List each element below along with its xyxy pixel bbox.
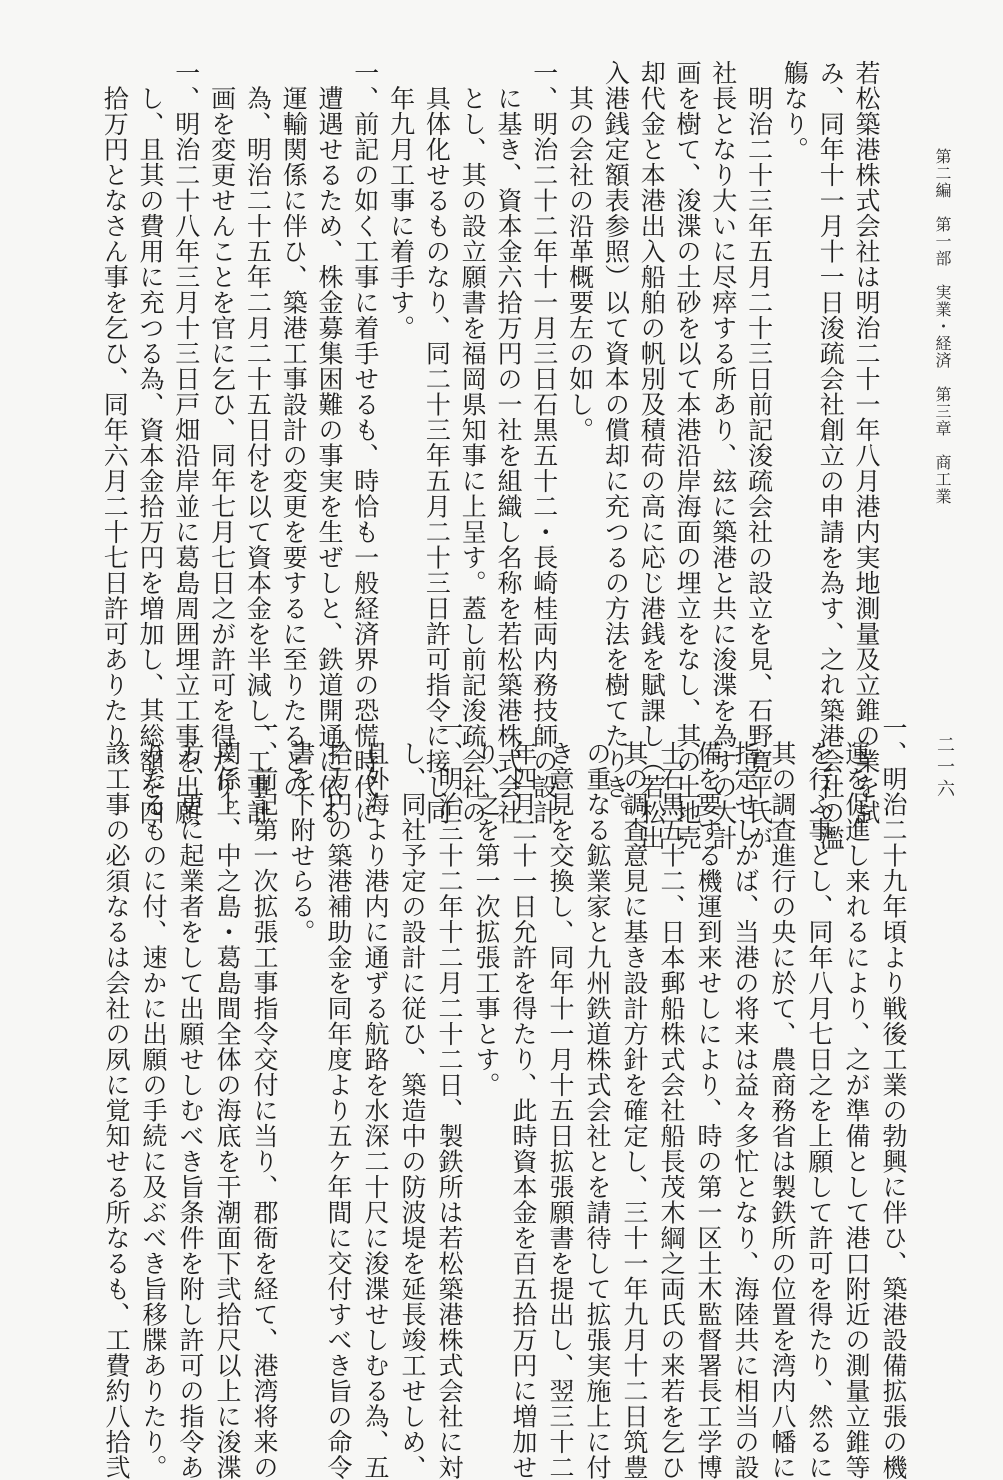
text-column: 且外海より港内に通ずる航路を水深二十尺に浚渫せしむる為、五 — [361, 715, 390, 1480]
text-column: 却代金と本港出入船舶の帆別及積荷の高に応じ港銭を賦課し（若松出 — [637, 60, 667, 851]
text-column: 士石黒五十二、日本郵船株式会社船長茂木綱之両氏の来若を乞ひ — [657, 715, 686, 1480]
text-column: 拾万円の築港補助金を同年度より五ケ年間に交付すべき旨の命令 — [324, 715, 353, 1480]
text-column: 拾万円となさん事を乞ひ、同年六月二十七日許可ありたり。 — [100, 60, 130, 774]
text-column: 画を変更せんことを官に乞ひ、同年七月七日之が許可を得たり。 — [207, 60, 237, 825]
page-number: 二一六 — [934, 735, 955, 801]
text-column: 其の調査進行の央に於て、農商務省は製鉄所の位置を湾内八幡に — [768, 715, 797, 1480]
text-column: とし、其の設立願書を福岡県知事に上呈す。蓋し前記浚疏会社の — [458, 60, 488, 825]
text-column: 年九月工事に着手す。 — [386, 60, 416, 341]
text-column: 書を下附せらる。 — [287, 715, 316, 945]
text-column: りたるものに付、速かに出願の手続に及ぶべき旨移牒ありたり。 — [139, 715, 168, 1480]
text-column: 一、明治二十九年頃より戦後工業の勃興に伴ひ、築港設備拡張の機 — [879, 715, 908, 1480]
text-column: 一、明治二十八年三月十三日戸畑沿岸並に葛島周囲埋立工事を出願 — [171, 60, 201, 825]
text-column: 具体化せるものなり、同二十三年五月二十三日許可指令に接し同 — [422, 60, 452, 825]
text-column: 関係上、中之島・葛島間全体の海底を干潮面下弐拾尺以上に浚渫 — [213, 715, 242, 1480]
text-column: み、同年十一月十一日浚疏会社創立の申請を為す、之れ築港会社の濫 — [816, 60, 846, 851]
text-column: 運を促進し来れるにより、之が準備として港口附近の測量立錐等 — [842, 715, 871, 1480]
text-column: き意見を交換し、同年十一月十五日拡張願書を提出し、翌三十二 — [546, 715, 575, 1480]
text-column: 一、前記の如く工事に着手せるも、時恰も一般経済界の恐慌時代に — [350, 60, 380, 825]
text-column: を行ふ事とし、同年八月七日之を上願して許可を得たり、然るに — [805, 715, 834, 1480]
text-column: 運輸関係に伴ひ、築港工事設計の変更を要するに至りたるとの — [279, 60, 309, 800]
text-column: 遭遇せるため、株金募集困難の事実を生ぜしと、鉄道開通に依る — [315, 60, 344, 825]
text-column: に基き、資本金六拾万円の一社を組織し名称を若松築港株式会社 — [494, 60, 523, 825]
text-column: 画を樹て、浚渫の土砂を以て本港沿岸海面の埋立をなし、其の土地売 — [673, 60, 702, 851]
text-column: 一、明治三十二年十二月二十二日、製鉄所は若松築港株式会社に対 — [435, 715, 464, 1480]
text-column: 備を要する機運到来せしにより、時の第一区土木監督署長工学博 — [694, 715, 723, 1480]
text-column: 其の会社の沿革概要左の如し。 — [565, 60, 595, 443]
text-column: 該工事の必須なるは会社の夙に覚知せる所なるも、工費約八拾弐 — [102, 715, 131, 1480]
text-column: 指定せしかば、当港の将来は益々多忙となり、海陸共に相当の設 — [731, 715, 760, 1480]
text-column: し、同社予定の設計に従ひ、築造中の防波堤を延長竣工せしめ、 — [398, 715, 427, 1480]
text-column: 一、前記第一次拡張工事指令交付に当り、郡衙を経て、港湾将来の — [250, 715, 279, 1480]
text-column: 其の調査意見に基き設計方針を確定し、三十一年九月十二日筑豊 — [620, 715, 649, 1480]
text-column: り、之を第一次拡張工事とす。 — [472, 715, 501, 1098]
text-column: 觴なり。 — [780, 60, 810, 162]
text-column: し、且其の費用に充つる為、資本金拾万円を増加し、其総額を四 — [136, 60, 165, 825]
text-column: 若松築港株式会社は明治二十一年八月港内実地測量及立錐の業を試 — [852, 60, 881, 825]
text-column: 入港銭定額表参照）以て資本の償却に充つるの方法を樹てたりき。 — [601, 60, 631, 825]
text-column: 社長となり大いに尽瘁する所あり、玆に築港と共に浚渫を為すの大計 — [708, 60, 738, 851]
running-header: 第二編 第一部 実業・経済 第三章 商工業 — [933, 148, 952, 505]
text-column: 方、更に起業者をして出願せしむべき旨条件を附し許可の指令あ — [176, 715, 205, 1480]
text-column: の重なる鉱業家と九州鉄道株式会社とを請待して拡張実施上に付 — [583, 715, 612, 1480]
text-column: 一、明治二十二年十一月三日石黒五十二・長崎桂両内務技師の設計 — [529, 60, 559, 825]
text-column: 年四月二十一日允許を得たり、此時資本金を百五拾万円に増加せ — [509, 715, 538, 1480]
text-column: 明治二十三年五月二十三日前記浚疏会社の設立を見、石野寛平氏が — [744, 60, 774, 851]
text-column: 為、明治二十五年二月二十五日付を以て資本金を半減し、工事計 — [243, 60, 273, 825]
